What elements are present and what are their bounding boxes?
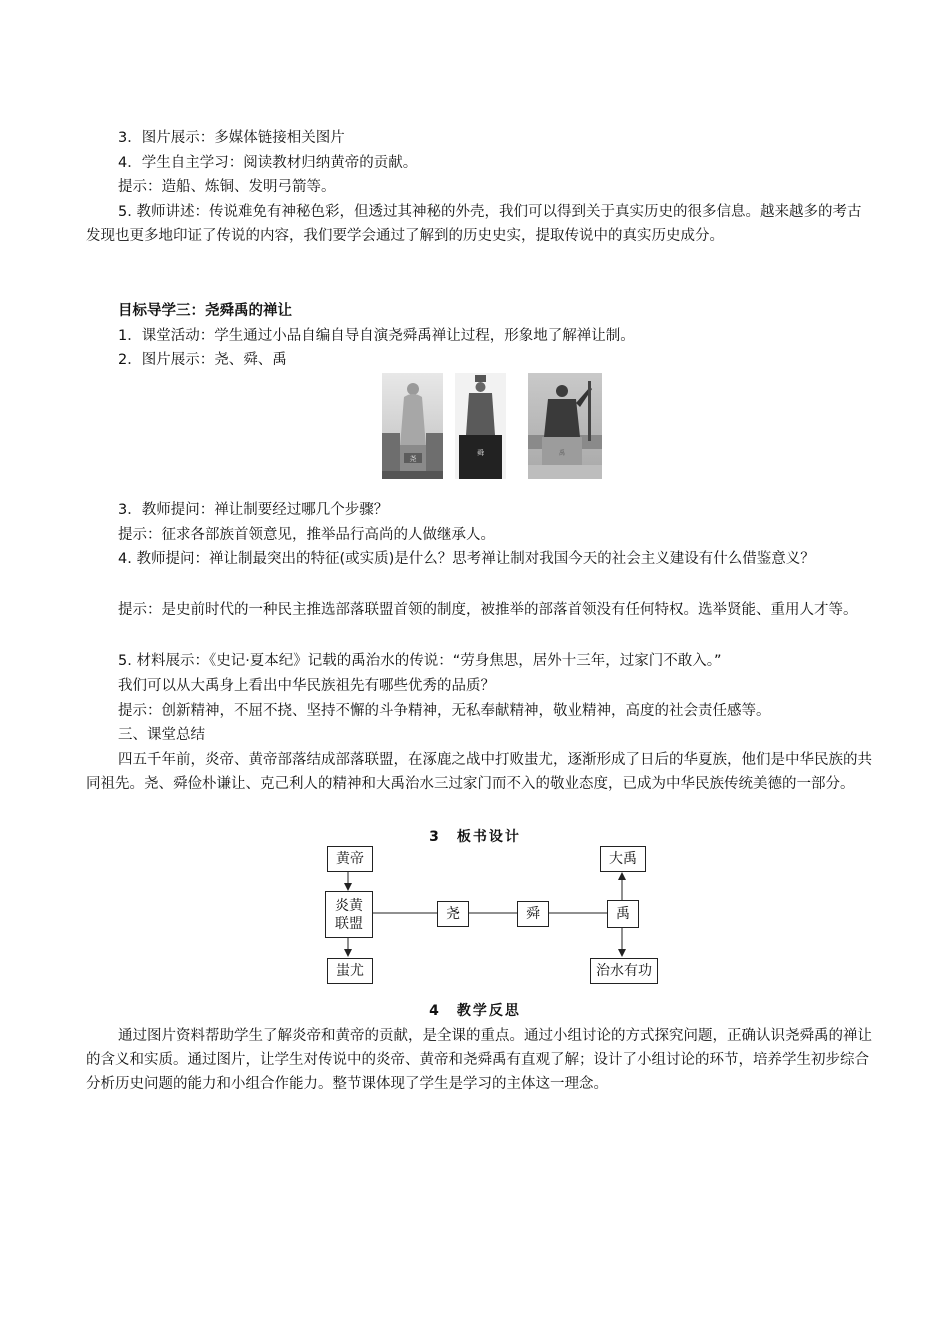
teaching-reflection: 通过图片资料帮助学生了解炎帝和黄帝的贡献，是全课的重点。通过小组讨论的方式探究问题，正确认识尧舜禹的禅让的含义和实质。通过图片，让学生对传说中的炎帝、黄帝和尧舜禹有直观了解；设计了小组讨论的环节，培养学生初步综合分析历史问题的能力和小组合作能力。整节课体现了学生是学习的主体这一理念。 bbox=[86, 1028, 872, 1092]
box-zhishui-yougong: 治水有功 bbox=[590, 958, 658, 984]
box-huangdi: 黄帝 bbox=[327, 846, 373, 872]
box-shun: 舜 bbox=[517, 901, 549, 927]
shun-photo-caption: 舜 bbox=[477, 449, 484, 457]
class-summary: 四五千年前，炎帝、黄帝部落结成部落联盟，在涿鹿之战中打败蚩尤，逐渐形成了日后的华夏族，他们是中华民族的共同祖先。尧、舜俭朴谦让、克己利人的精神和大禹治水三过家门而不入的敬业态度，已成为中华民族传统美德的一部分。 bbox=[86, 752, 872, 792]
activity-2: 2．图片展示：尧、舜、禹 bbox=[118, 352, 287, 368]
hint-essence: 提示：是史前时代的一种民主推选部落联盟首领的制度，被推举的部落首领没有任何特权。选举贤能、重用人才等。 bbox=[118, 602, 858, 618]
goal-3-heading: 目标导学三：尧舜禹的禅让 bbox=[118, 303, 292, 319]
box-yao: 尧 bbox=[437, 901, 469, 927]
box-yu: 禹 bbox=[607, 900, 639, 928]
yu-photo-caption: 禹 bbox=[558, 450, 566, 457]
yao-statue-photo bbox=[382, 373, 443, 479]
step-4-self-study: 4．学生自主学习：阅读教材归纳黄帝的贡献。 bbox=[118, 155, 418, 171]
hint-qualities: 提示：创新精神，不屈不挠、坚持不懈的斗争精神，无私奉献精神，敬业精神，高度的社会责任感等。 bbox=[118, 703, 771, 719]
teacher-lecture: 5. 教师讲述：传说难免有神秘色彩，但透过其神秘的外壳，我们可以得到关于真实历史的很多信息。越来越多的考古发现也更多地印证了传说的内容，我们要学会通过了解到的历史史实，提取传说中的真实历史成分。 bbox=[86, 204, 862, 244]
activity-1: 1．课堂活动：学生通过小品自编自导自演尧舜禹禅让过程，形象地了解禅让制。 bbox=[118, 328, 635, 344]
material-display: 5. 材料展示：《史记·夏本纪》记载的禹治水的传说：“劳身焦思，居外十三年，过家门不敢入。” bbox=[118, 653, 722, 669]
box-yanhuang-alliance bbox=[325, 891, 373, 938]
box-dayu: 大禹 bbox=[600, 846, 646, 872]
box-yanhuang-alliance-label: 炎黄 联盟 bbox=[335, 897, 363, 932]
teacher-question-2: 4. 教师提问：禅让制最突出的特征(或实质)是什么？思考禅让制对我国今天的社会主义建设有什么借鉴意义？ bbox=[118, 551, 815, 567]
teaching-reflection-title: 4 教学反思 bbox=[429, 1003, 521, 1019]
board-design-title: 3 板书设计 bbox=[429, 829, 521, 845]
shun-statue-photo bbox=[455, 373, 506, 479]
hint-steps: 提示：征求各部族首领意见，推举品行高尚的人做继承人。 bbox=[118, 527, 495, 543]
yu-statue-photo bbox=[528, 373, 602, 479]
step-3-pictures: 3．图片展示：多媒体链接相关图片 bbox=[118, 130, 345, 146]
question-dayu: 我们可以从大禹身上看出中华民族祖先有哪些优秀的品质？ bbox=[118, 678, 495, 694]
summary-heading: 三、课堂总结 bbox=[118, 727, 205, 743]
box-chiyou: 蚩尤 bbox=[327, 958, 373, 984]
yao-photo-caption: 尧 bbox=[409, 455, 417, 463]
hint-huangdi: 提示：造船、炼铜、发明弓箭等。 bbox=[118, 179, 336, 195]
teacher-question-1: 3．教师提问：禅让制要经过哪几个步骤？ bbox=[118, 502, 389, 518]
